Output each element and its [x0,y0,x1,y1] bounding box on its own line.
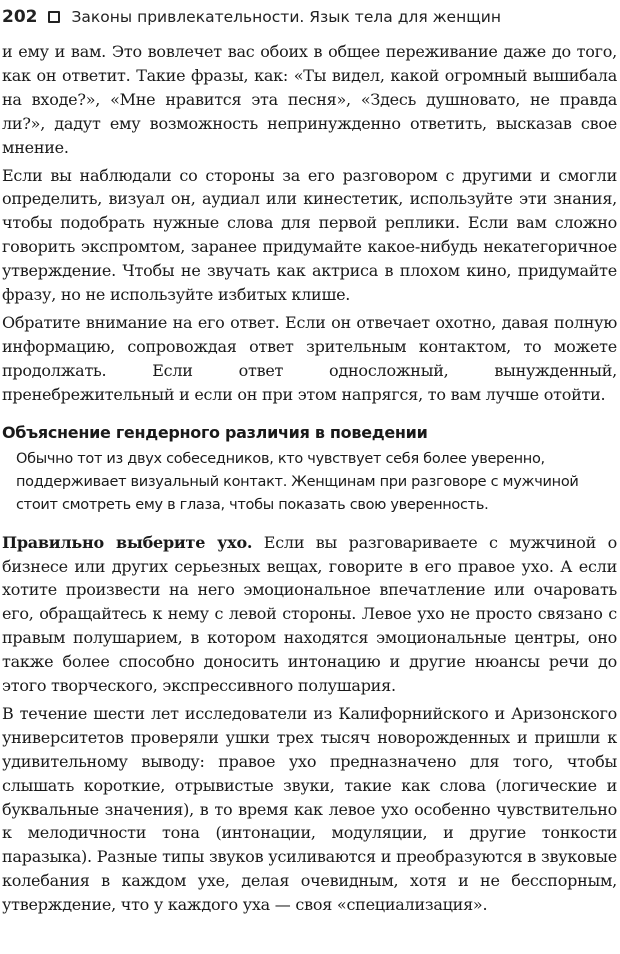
running-header [2,2,617,32]
page-number: 202 [2,7,38,27]
paragraph-4-text: Если вы разговариваете с мужчиной о бизнесе или других серьезных вещах, говорите в его правое ухо. А если хотите произвести на него эмоциональное впечатление или очаровать его, обращайтесь к нему с левой стороны. Левое ухо не просто связано с правым полушарием, в котором находятся эмоциональные центры, оно также более способно доносить интонацию и другие нюансы речи до этого творческого, экспрессивного полушария. [2,532,617,696]
section-heading: Объяснение гендерного различия в поведении [2,422,428,442]
paragraph-3: Обратите внимание на его ответ. Если он отвечает охотно, давая полную информацию, сопровождая ответ зрительным контактом, то можете продолжать. Если ответ односложный, вынужденный, пренебрежительный и если он при этом напрягся, то вам лучше отойти. [2,312,617,404]
paragraph-lead: Правильно выберите ухо. [2,532,253,552]
checkbox-square-icon [48,11,60,23]
paragraph-4 [2,531,617,698]
paragraph-5: В течение шести лет исследователи из Калифорнийского и Аризонского университетов проверяли ушки трех тысяч новорожденных и пришли к удивительному выводу: правое ухо предназначено для того, чтобы слышать короткие, отрывистые звуки, такие как слова (логические и буквальные значения), в то время как левое ухо особенно чувствительно к мелодичности тона (интонации, модуляции, и другие тонкости паразыка). Разные типы звуков усиливаются и преобразуются в звуковые колебания в каждом ухе, делая очевидным, хотя и не бесспорным, утверждение, что у каждого уха — своя «специализация». [2,703,617,915]
sidebar-text: Обычно тот из двух собеседников, кто чувствует себя более уверенно, поддерживает визуальный контакт. Женщинам при разговоре с мужчиной стоит смотреть ему в глаза, чтобы показать свою уверенность. [16,450,579,513]
book-title: Законы привлекательности. Язык тела для женщин [71,8,502,26]
paragraph-2: Если вы наблюдали со стороны за его разговором с другими и смогли определить, визуал он, аудиал или кинестетик, используйте эти знания, чтобы подобрать нужные слова для первой реплики. Если вам сложно говорить экспромтом, заранее придумайте какое-нибудь некатегоричное утверждение. Чтобы не звучать как актриса в плохом кино, придумайте фразу, но не используйте избитых клише. [2,165,617,305]
paragraph-1: и ему и вам. Это вовлечет вас обоих в общее переживание даже до того, как он ответит. Такие фразы, как: «Ты видел, какой огромный вышибала на входе?», «Мне нравится эта песня», «Здесь душновато, не правда ли?», дадут ему возможность непринужденно ответить, высказав свое мнение. [2,42,617,157]
book-page [2,0,617,954]
